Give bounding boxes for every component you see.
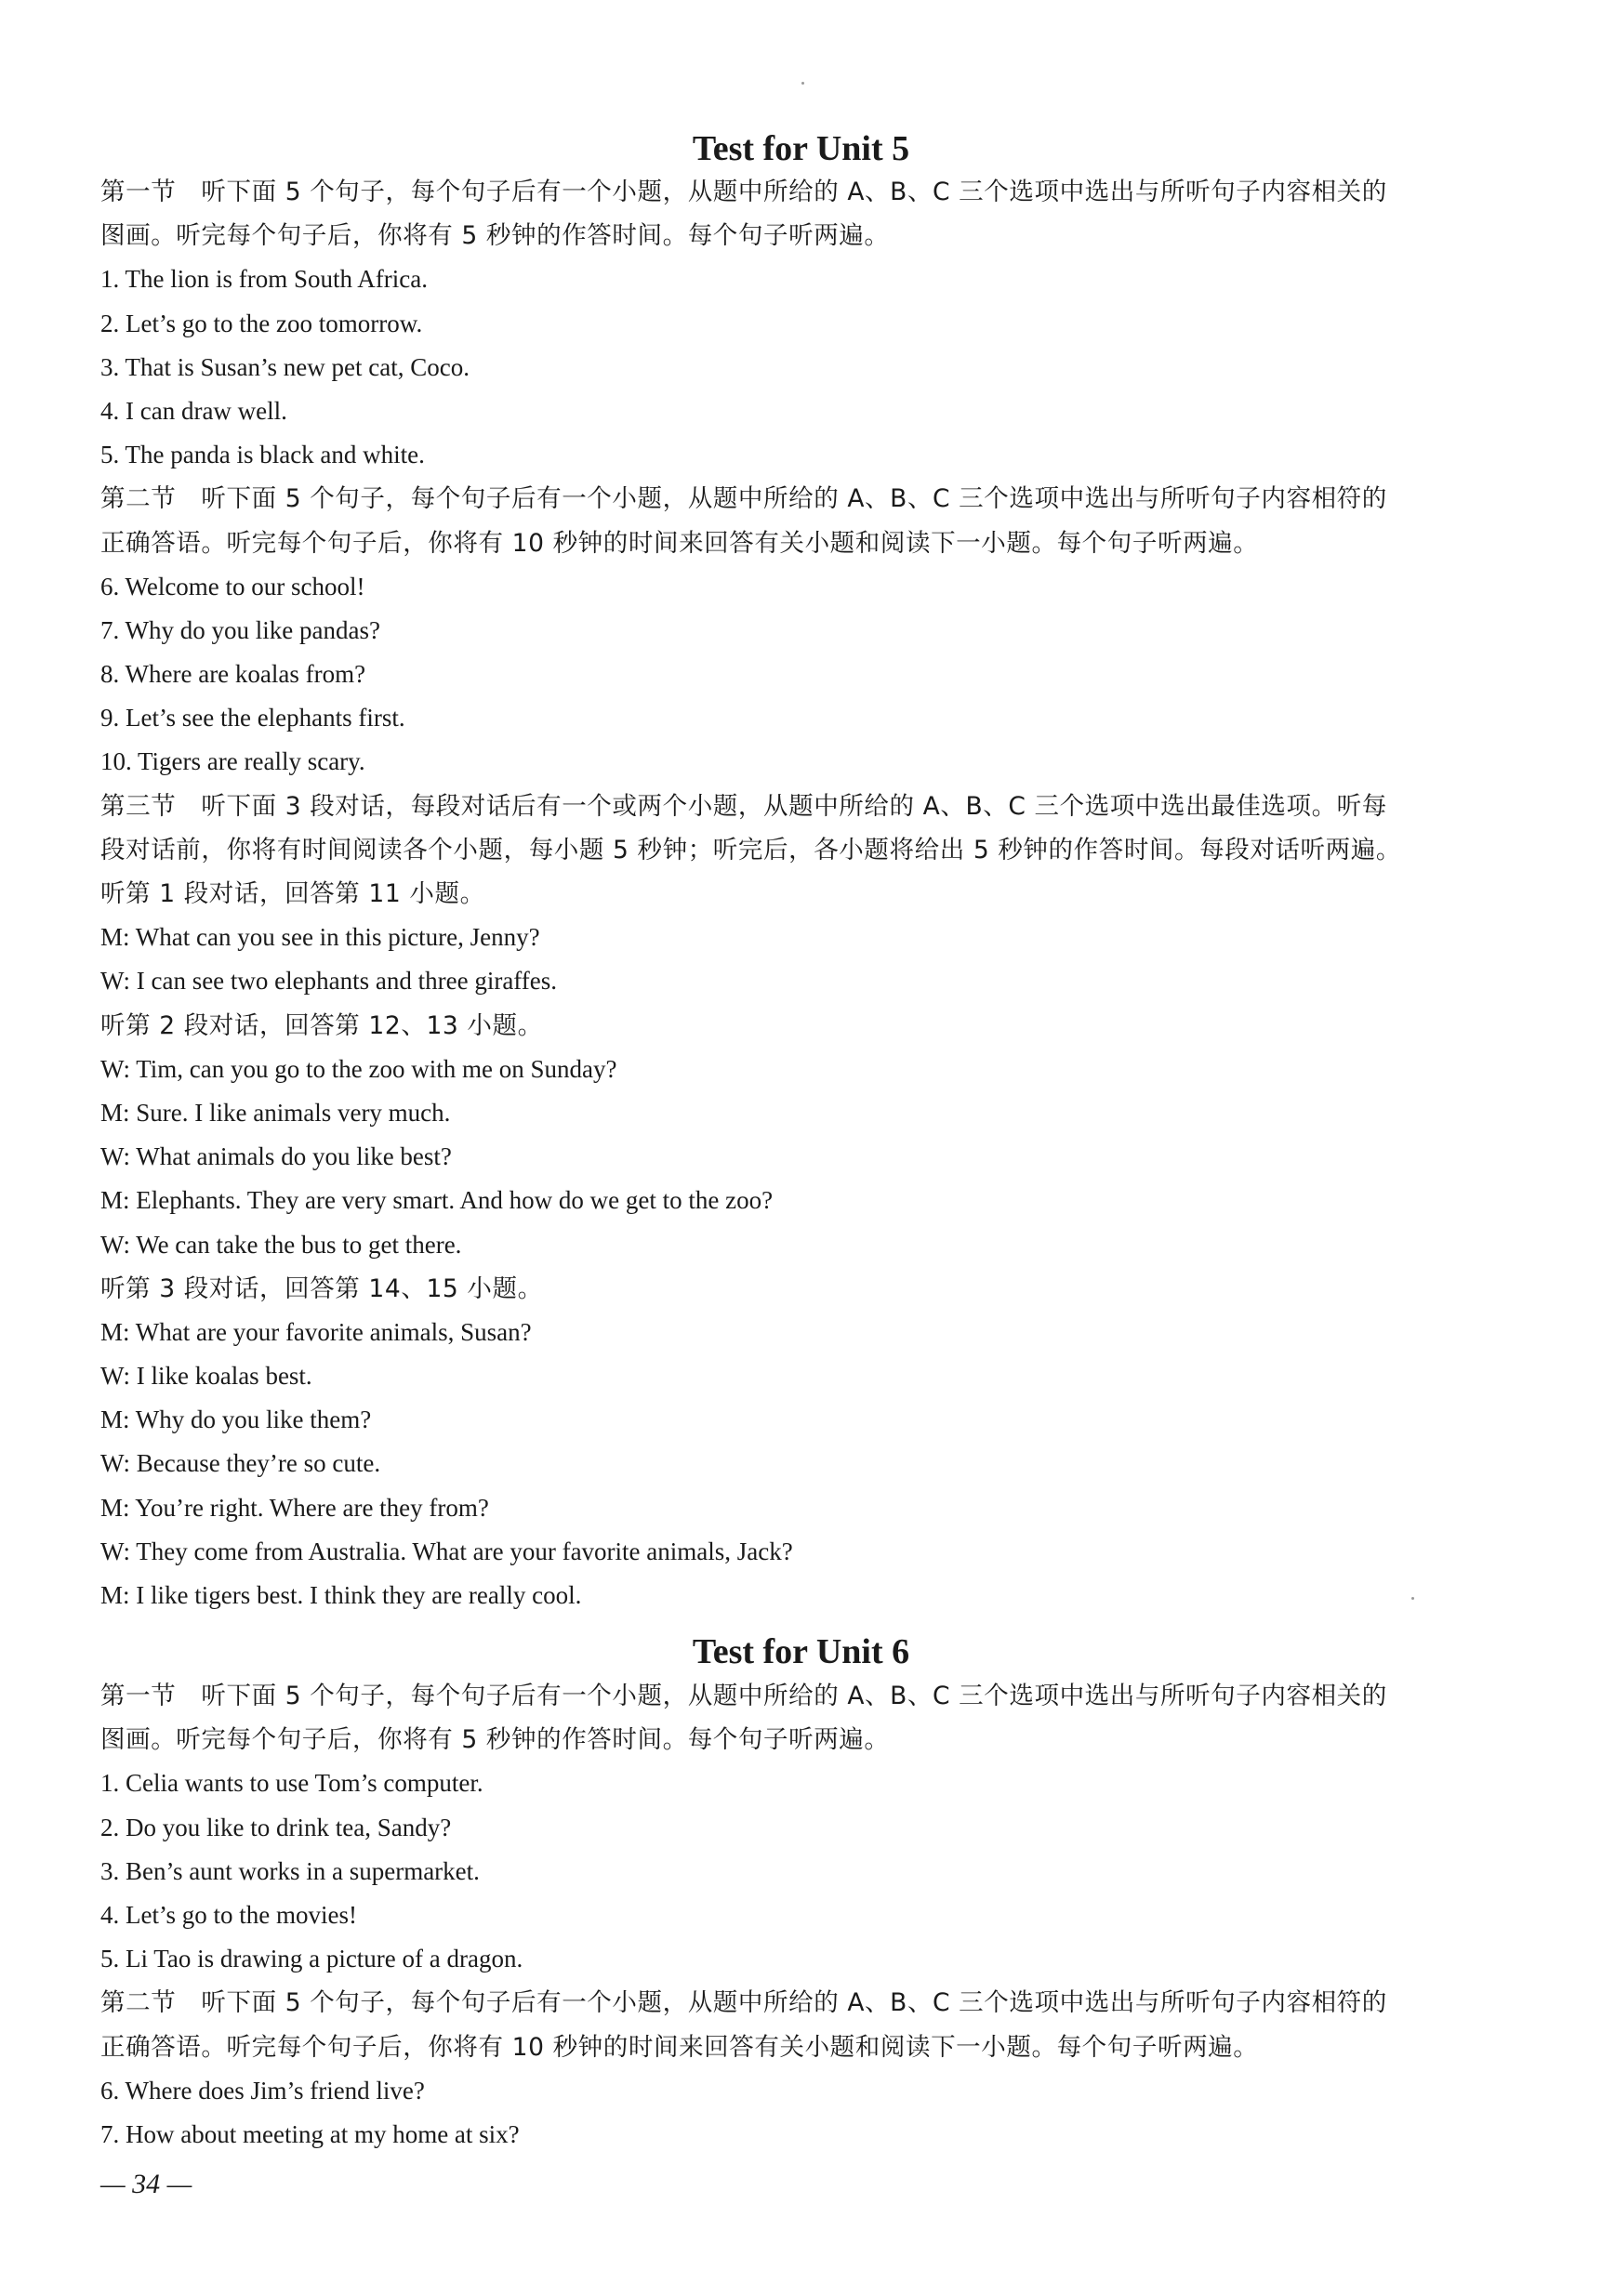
transcript-line: M: What can you see in this picture, Jenny?	[100, 923, 540, 952]
transcript-line: M: Why do you like them?	[100, 1405, 372, 1434]
transcript-line: 7. How about meeting at my home at six?	[100, 2119, 520, 2148]
instruction-line: 图画。听完每个句子后，你将有 5 秒钟的作答时间。每个句子听两遍。	[100, 1725, 890, 1755]
transcript-line: W: What animals do you like best?	[100, 1142, 452, 1171]
instruction-line: 听第 3 段对话，回答第 14、15 小题。	[100, 1273, 543, 1303]
unit5-content	[100, 170, 1476, 1617]
transcript-line: 6. Where does Jim’s friend live?	[100, 2076, 425, 2105]
instruction-line: 听第 1 段对话，回答第 11 小题。	[100, 879, 485, 908]
transcript-line: 5. The panda is black and white.	[100, 441, 425, 469]
instruction-line: 第三节 听下面 3 段对话，每段对话后有一个或两个小题，从题中所给的 A、B、C 三个选项中选出最佳选项。听每	[100, 791, 1387, 821]
scan-speck	[1411, 1597, 1414, 1600]
transcript-line: 3. Ben’s aunt works in a supermarket.	[100, 1856, 480, 1885]
transcript-line: M: You’re right. Where are they from?	[100, 1493, 489, 1522]
scan-speck	[801, 82, 804, 85]
transcript-line: 8. Where are koalas from?	[100, 660, 366, 689]
page-number: — 34 —	[100, 2169, 192, 2199]
transcript-line: 9. Let’s see the elephants first.	[100, 704, 405, 732]
transcript-line: W: Tim, can you go to the zoo with me on Sunday?	[100, 1054, 617, 1083]
transcript-line: W: I like koalas best.	[100, 1362, 312, 1391]
transcript-line: M: Sure. I like animals very much.	[100, 1098, 451, 1127]
instruction-line: 听第 2 段对话，回答第 12、13 小题。	[100, 1010, 543, 1040]
unit5-title: Test for Unit 5	[692, 129, 910, 168]
transcript-line: 6. Welcome to our school!	[100, 572, 365, 600]
transcript-line: W: I can see two elephants and three giraffes.	[100, 967, 558, 996]
instruction-line: 第一节 听下面 5 个句子，每个句子后有一个小题，从题中所给的 A、B、C 三个选项中选出与所听句子内容相关的	[100, 178, 1387, 206]
transcript-line: 10. Tigers are really scary.	[100, 747, 365, 776]
instruction-line: 正确答语。听完每个句子后，你将有 10 秒钟的时间来回答有关小题和阅读下一小题。每个句子听两遍。	[100, 528, 1259, 558]
transcript-line: 1. The lion is from South Africa.	[100, 265, 428, 294]
transcript-line: M: I like tigers best. I think they are really cool.	[100, 1581, 582, 1609]
transcript-line: 4. I can draw well.	[100, 396, 287, 425]
transcript-line: W: Because they’re so cute.	[100, 1449, 381, 1478]
transcript-line: M: What are your favorite animals, Susan?	[100, 1317, 532, 1346]
transcript-line: 7. Why do you like pandas?	[100, 615, 380, 644]
transcript-line: W: We can take the bus to get there.	[100, 1230, 462, 1259]
transcript-line: 1. Celia wants to use Tom’s computer.	[100, 1769, 483, 1798]
transcript-line: 2. Let’s go to the zoo tomorrow.	[100, 309, 423, 337]
unit6-title: Test for Unit 6	[692, 1632, 910, 1671]
transcript-line: 2. Do you like to drink tea, Sandy?	[100, 1813, 452, 1841]
instruction-line: 第一节 听下面 5 个句子，每个句子后有一个小题，从题中所给的 A、B、C 三个选项中选出与所听句子内容相关的	[100, 1682, 1387, 1710]
transcript-line: 4. Let’s go to the movies!	[100, 1900, 357, 1929]
instruction-line: 第二节 听下面 5 个句子，每个句子后有一个小题，从题中所给的 A、B、C 三个选项中选出与所听句子内容相符的	[100, 1988, 1387, 2018]
instruction-line: 第二节 听下面 5 个句子，每个句子后有一个小题，从题中所给的 A、B、C 三个选项中选出与所听句子内容相符的	[100, 484, 1387, 514]
transcript-line: M: Elephants. They are very smart. And how do we get to the zoo?	[100, 1186, 774, 1215]
instruction-line: 图画。听完每个句子后，你将有 5 秒钟的作答时间。每个句子听两遍。	[100, 221, 890, 251]
transcript-line: 5. Li Tao is drawing a picture of a dragon.	[100, 1945, 523, 1973]
unit6-content	[100, 1674, 1476, 2157]
transcript-line: 3. That is Susan’s new pet cat, Coco.	[100, 352, 470, 381]
instruction-line: 段对话前，你将有时间阅读各个小题，每小题 5 秒钟；听完后，各小题将给出 5 秒钟的作答时间。每段对话听两遍。	[100, 835, 1401, 864]
instruction-line: 正确答语。听完每个句子后，你将有 10 秒钟的时间来回答有关小题和阅读下一小题。每个句子听两遍。	[100, 2032, 1259, 2062]
transcript-line: W: They come from Australia. What are your favorite animals, Jack?	[100, 1537, 793, 1565]
